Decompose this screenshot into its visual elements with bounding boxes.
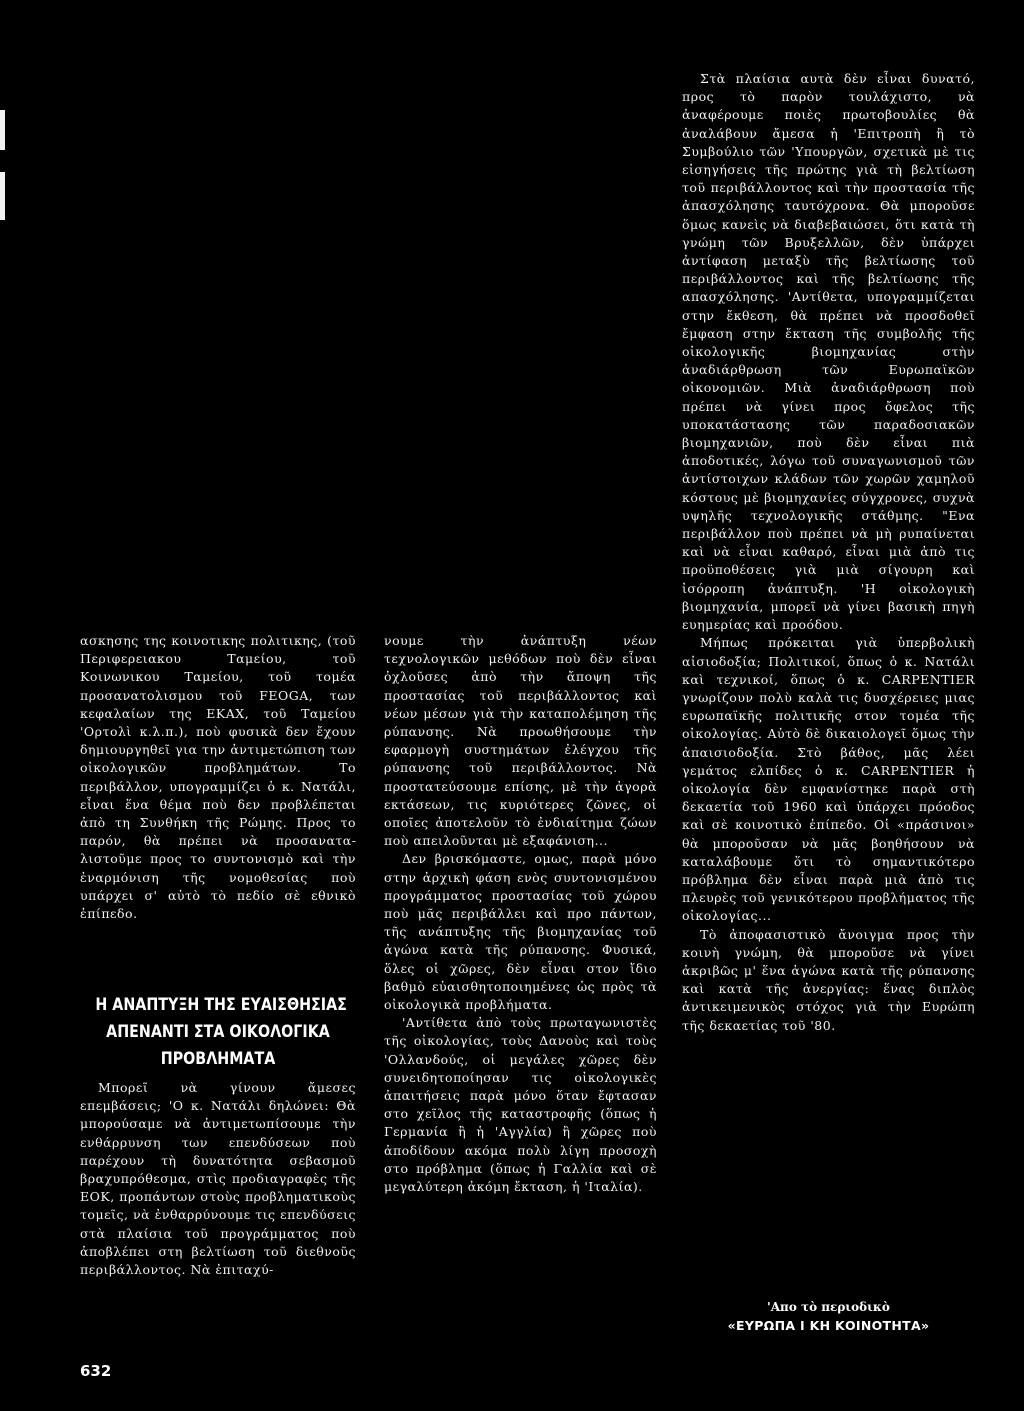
source-line: 'Απο τὸ περιοδικὸ [767, 1300, 890, 1314]
paragraph: 'Αντίθετα ἀπὸ τοὺς πρωταγωνιστὲς τῆς οἰκολογίας, τοὺς Δανοὺς καὶ τοὺς 'Ολλανδούς, οἱ μεγάλες χῶρες δὲν συνειδητοποίησαν τις οἰκολογικὲς ἀπαιτήσεις παρὰ μόνο ὅταν ἔφτασαν στο χεῖλος τῆς καταστροφῆς (ὅπως ἡ Γερμανία ἢ ἡ 'Αγγλία) ἢ χῶρες ποὺ ἀποδίδουν ακόμα πολὺ λίγη προσοχὴ στο πρόβλημα (ὅπως ἡ Γαλλία καὶ σὲ μεγαλύτερη ἀκόμη ἔκταση, ἡ 'Ιταλία). [384, 1015, 657, 1195]
paragraph: Μήπως πρόκειται γιὰ ὑπερβολικὴ αἰσιοδοξία; Πολιτικοί, ὅπως ὁ κ. Νατάλι καὶ τεχνικοί, ὅπως ὁ κ. CARPENTIER γνωρίζουν πολὺ καλὰ τις δυσχέρειες μιας ευρωπαϊκῆς πολιτικῆς στον τομέα τῆς οἰκολογίας. Αὐτὸ δὲ δικαιολογεῖ ὅμως τὴν ἀπαισιοδοξία. Στὸ βάθος, μᾶς λέει γεμάτος ελπίδες ὁ κ. CARPENTIER ἡ οἰκολογία δὲν εμφανίστηκε παρὰ στὴ δεκαετία τοῦ 1960 καὶ ὑπάρχει πρόοδος καὶ σὲ κοινοτικὸ ἐπίπεδο. Οἱ «πράσινοι» θὰ μποροῦσαν νὰ μᾶς βοηθήσουν νὰ καταλάβουμε ὅτι τὸ σημαντικότερο πρόβλημα δὲν εἶναι παρὰ μιὰ ἀπὸ τις πλευρὲς τοῦ γενικότερου προβλήματος τῆς οἰκολογίας... [682, 635, 975, 924]
heading-line: ΑΠΕΝΑΝΤΙ ΣΤΑ ΟΙΚΟΛΟΓΙΚΑ [106, 1022, 330, 1042]
paragraph: νουμε τὴν ἀνάπτυξη νέων τεχνολογικῶν μεθόδων ποὺ δὲν εἶναι ὀχλοῦσες ἀπὸ τὴν ἄποψη τῆς προστασίας τοῦ περιβάλλοντος καὶ νέων μέσων γιὰ τὴν καταπολέμηση τῆς ρύπανσης. Νὰ προωθήσουμε τὴν εφαρμογὴ συστημάτων ἐλέγχου τῆς ρύπανσης τοῦ περιβάλλοντος. Νὰ προστατεύσουμε επίσης, μὲ τὴν ἀγορὰ εκτάσεων, τις κυριότερες ζῶνες, οἱ οποῖες ἀποτελοῦν τὸ ἐνδιαίτημα ζώων ποὺ απειλοῦνται μὲ εξαφάνιση... [384, 633, 657, 849]
paragraph: Τὸ ἀποφασιστικὸ ἄνοιγμα προς τὴν κοινὴ γνώμη, θὰ μποροῦσε νὰ γίνει ἀκριβῶς μ' ἕνα ἀγώνα κατὰ τῆς ρύπανσης καὶ κατὰ τῆς ἀνεργίας: ἕνας διπλὸς ἀντικειμενικὸς στόχος γιὰ τὴν Ευρώπη τῆς δεκαετίας τοῦ '80. [682, 926, 975, 1033]
paragraph: Δεν βρισκόμαστε, ομως, παρὰ μόνο στην ἀρχικὴ φάση ενὸς συντονισμένου προγράμματος προστασίας τοῦ χώρου ποὺ μᾶς περιβάλλει καὶ προ πάντων, τῆς ανάπτυξης τῆς βιομηχανίας τοῦ ἀγώνα κατὰ τῆς ρύπανσης. Φυσικά, ὅλες οἱ χῶρες, δὲν εἶναι στον ἴδιο βαθμὸ εὐαισθητοποιημένες ὡς πρὸς τὰ οἰκολογικὰ προβλήματα. [384, 851, 657, 1013]
scan-edge-mark [0, 172, 5, 220]
article-column-1-bottom [80, 1079, 356, 1279]
scan-edge-mark [0, 110, 5, 150]
heading-line: Η ΑΝΑΠΤΥΞΗ ΤΗΣ ΕΥΑΙΣΘΗΣΙΑΣ [95, 995, 347, 1015]
paragraph: Στὰ πλαίσια αυτὰ δὲν εἶναι δυνατό, προς τὸ παρὸν τουλάχιστο, νὰ ἀναφέρουμε ποιὲς πρωτοβουλίες θὰ ἀναλάβουν ἄμεσα ἡ 'Επιτροπὴ ἢ τὸ Συμβούλιο τῶν 'Υπουργῶν, σχετικὰ μὲ τις εἰσηγήσεις τῆς πρώτης γιὰ τὴ βελτίωση τοῦ περιβάλλοντος καὶ τὴν προστασία τῆς ἀπασχόλησης ταυτόχρονα. Θὰ μποροῦσε ὅμως κανεὶς νὰ διαβεβαιώσει, ὅτι κατὰ τὴ γνώμη τῶν Βρυξελλῶν, δὲν ὑπάρχει ἀντίφαση μεταξὺ τῆς βελτίωσης τοῦ περιβάλλοντος καὶ τῆς βελτίωσης τῆς απασχόλησης. 'Αντίθετα, υπογραμμίζεται στην ἔκθεση, θὰ πρέπει νὰ προσδοθεῖ ἔμφαση στην ἔκταση τῆς συμβολῆς τῆς οἰκολογικῆς βιομηχανίας στὴν ἀναδιάρθρωση τῶν Ευρωπαϊκῶν οἰκονομιῶν. Μιὰ ἀναδιάρθρωση ποὺ πρέπει νὰ γίνει προς ὄφελος τῆς υποκατάστασης τῶν παραδοσιακῶν βιομηχανιῶν, ποὺ δὲν εἶναι πιὰ ἀποδοτικές, λόγω τοῦ συναγωνισμοῦ τῶν ἀντίστοιχων κλάδων τῶν χωρῶν χαμηλοῦ κόστους μὲ βιομηχανίες σύγχρονες, συχνὰ υψηλῆς τεχνολογικῆς στάθμης. "Ενα περιβάλλον ποὺ πρέπει νὰ μὴ ρυπαίνεται καὶ νὰ εἶναι καθαρό, εἶναι μιὰ ἀπὸ τις προϋποθέσεις γιὰ μιὰ σίγουρη καὶ ἰσόρροπη ἀνάπτυξη. 'Η οἰκολογικὴ βιομηχανία, μπορεῖ νὰ γίνει βασικὴ πηγὴ ευημερίας καὶ προόδου. [682, 71, 975, 633]
article-column-2 [384, 632, 657, 1196]
page-number: 632 [80, 1362, 112, 1380]
paragraph: ασκησης της κοινοτικης πολιτικης, (τοῦ Περιφερειακου Ταμείου, τοῦ Κοινωνικου Ταμείου, τοῦ τομέα προσανατολισμου τοῦ FEOGA, των κεφαλαίων της ΕΚΑΧ, τοῦ Ταμείου 'Ορτολὶ κ.λ.π.), ποὺ φυσικὰ δεν ἔχουν δημιουργηθεῖ για την ἀντιμετώπιση των οἰκολογικῶν προβλημάτων. Το περιβάλλον, υπογραμμίζει ὁ κ. Νατάλι, εἶναι ἕνα θέμα ποὺ δεν προβλέπεται ἀπὸ τη Συνθήκη τῆς Ρώμης. Προς το παρόν, θὰ πρέπει νὰ προσαναταλιστοῦμε προς το συντονισμὸ καὶ τὴν ἐναρμόνιση τῆς νομοθεσίας ποὺ υπάρχει σ' αὐτὸ τὸ πεδίο σὲ εθνικὸ ἐπίπεδο. [80, 633, 356, 922]
source-attribution [682, 1298, 975, 1336]
source-title: «ΕΥΡΩΠΑ Ι ΚΗ ΚΟΙΝΟΤΗΤΑ» [727, 1318, 930, 1333]
paragraph: Μπορεῖ νὰ γίνουν ἄμεσες επεμβάσεις; 'Ο κ. Νατάλι δηλώνει: Θὰ μπορούσαμε νὰ ἀντιμετωπίσουμε τὴν ενθάρρυνση των επενδύσεων ποὺ παρέχουν τὴ δυνατότητα σεβασμοῦ βραχυπρόθεσμα, στὶς προδιαγραφὲς τῆς ΕΟΚ, προπάντων στοὺς προβληματικοὺς τομεῖς, νὰ ἐνθαρρύνουμε τις επενδύσεις στὰ πλαίσια τοῦ προγράμματος ποὺ ἀποβλέπει στη βελτίωση τοῦ διεθνοῦς περιβάλλοντος. Νὰ ἐπιταχύ- [80, 1080, 356, 1278]
heading-line: ΠΡΟΒΛΗΜΑΤΑ [160, 1049, 276, 1069]
section-heading [95, 992, 347, 1073]
article-column-1-top [80, 632, 356, 923]
article-column-3 [682, 70, 975, 1035]
